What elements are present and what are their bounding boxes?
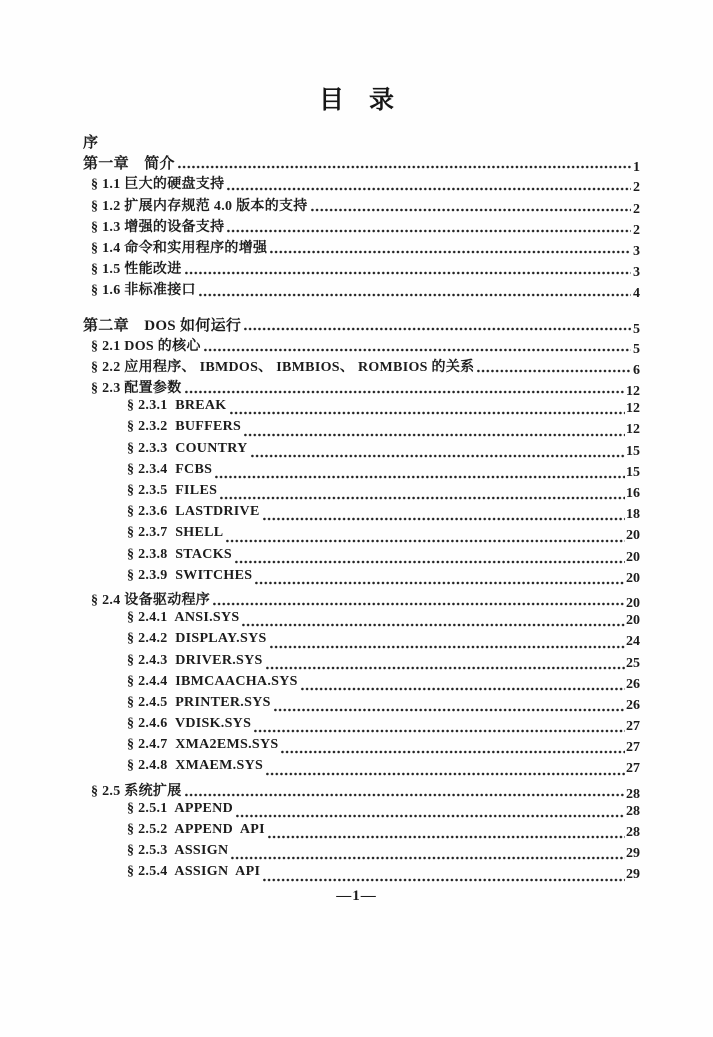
toc-entry-label: § 1.1 巨大的硬盘支持 xyxy=(91,177,225,193)
toc-entry-page: 28 xyxy=(626,786,640,802)
dot-leader xyxy=(227,187,631,191)
toc-entry xyxy=(83,631,640,652)
toc-entry-page: 27 xyxy=(626,761,640,777)
toc-entry xyxy=(83,716,640,737)
dot-leader xyxy=(266,666,625,670)
dot-leader xyxy=(268,835,625,839)
toc-list xyxy=(83,131,640,886)
toc-entry-page: 16 xyxy=(626,486,640,501)
toc-entry xyxy=(83,674,640,695)
toc-entry-page: 3 xyxy=(633,265,640,281)
toc-entry-label: § 2.4.1 ANSI.SYS xyxy=(127,610,240,626)
toc-entry xyxy=(83,152,640,176)
toc-entry-label: 序 xyxy=(83,135,99,151)
toc-entry-label: § 2.3.9 SWITCHES xyxy=(127,567,253,583)
toc-entry-label: 第一章 简介 xyxy=(83,156,175,173)
toc-entry-page: 15 xyxy=(626,443,640,459)
toc-entry xyxy=(83,801,640,822)
toc-entry-page: 27 xyxy=(626,719,640,735)
toc-entry-label: § 2.1 DOS 的核心 xyxy=(91,338,201,354)
toc-entry-page: 2 xyxy=(633,180,640,196)
dot-leader xyxy=(230,411,626,415)
dot-leader xyxy=(311,208,631,212)
dot-leader xyxy=(477,369,631,373)
toc-entry-label: 第二章 DOS 如何运行 xyxy=(83,317,242,334)
toc-entry xyxy=(83,237,640,258)
dot-leader xyxy=(301,687,625,691)
toc-entry xyxy=(83,822,640,843)
toc-entry-page: 20 xyxy=(626,528,640,544)
dot-leader xyxy=(255,581,625,585)
page-number-footer: —1— xyxy=(336,888,377,904)
dot-leader xyxy=(266,772,625,776)
toc-entry xyxy=(83,314,640,335)
toc-entry xyxy=(83,462,640,483)
toc-entry xyxy=(83,335,640,356)
dot-leader xyxy=(281,750,625,754)
toc-entry xyxy=(83,843,640,864)
toc-entry xyxy=(83,695,640,716)
toc-entry-page: 1 xyxy=(633,160,640,176)
dot-leader xyxy=(244,327,631,331)
toc-entry xyxy=(83,279,640,300)
toc-entry-page: 28 xyxy=(626,825,640,840)
toc-entry-label: § 2.4.7 XMA2EMS.SYS xyxy=(127,737,279,753)
toc-entry-label: § 2.3.8 STACKS xyxy=(127,546,232,562)
toc-entry xyxy=(83,356,640,377)
dot-leader xyxy=(204,348,631,352)
toc-entry-page: 2 xyxy=(633,222,640,238)
toc-entry-page: 5 xyxy=(633,341,640,357)
dot-leader xyxy=(199,293,631,297)
toc-entry-label: § 2.4.2 DISPLAY.SYS xyxy=(127,631,267,647)
dot-leader xyxy=(263,517,625,521)
toc-entry-page: 20 xyxy=(626,549,640,565)
dot-leader xyxy=(270,250,631,254)
toc-entry-label: § 2.5.3 ASSIGN xyxy=(127,843,229,859)
toc-entry xyxy=(83,547,640,568)
toc-entry-label: § 1.4 命令和实用程序的增强 xyxy=(91,240,268,256)
dot-leader xyxy=(101,144,631,148)
toc-entry-page: 20 xyxy=(626,570,640,586)
toc-entry-label: § 2.3.4 FCBS xyxy=(127,461,213,477)
toc-entry-label: § 2.3.2 BUFFERS xyxy=(127,419,242,435)
toc-entry-page: 6 xyxy=(633,362,640,378)
toc-entry-label: § 2.3.7 SHELL xyxy=(127,525,224,541)
toc-entry-label: § 2.3.1 BREAK xyxy=(127,398,227,414)
toc-entry xyxy=(83,483,640,504)
toc-entry-page: 26 xyxy=(626,697,640,713)
toc-entry-label: § 2.3.6 LASTDRIVE xyxy=(127,504,260,520)
dot-leader xyxy=(178,165,631,169)
dot-leader xyxy=(185,271,632,275)
toc-entry-page: 12 xyxy=(626,422,640,438)
toc-entry-page: 5 xyxy=(633,321,640,337)
dot-leader xyxy=(263,878,625,882)
dot-leader xyxy=(242,623,625,627)
toc-entry-label: § 2.4.6 VDISK.SYS xyxy=(127,716,252,732)
toc-entry xyxy=(83,419,640,440)
toc-entry-label: § 1.6 非标准接口 xyxy=(91,283,196,299)
toc-entry-page: 15 xyxy=(626,464,640,480)
toc-entry-page: 18 xyxy=(626,507,640,523)
dot-leader xyxy=(220,496,625,500)
toc-entry-label: § 2.4.8 XMAEM.SYS xyxy=(127,758,264,774)
toc-entry xyxy=(83,653,640,674)
dot-leader xyxy=(244,433,625,437)
toc-entry xyxy=(83,441,640,462)
toc-entry-label: § 2.5.4 ASSIGN API xyxy=(127,864,261,880)
dot-leader xyxy=(185,793,626,797)
toc-entry-page: 2 xyxy=(633,201,640,217)
toc-entry-label: § 1.3 增强的设备支持 xyxy=(91,219,225,235)
dot-leader xyxy=(251,454,625,458)
toc-entry-page: 28 xyxy=(626,803,640,819)
toc-entry-label: § 2.4.4 IBMCAACHA.SYS xyxy=(127,673,298,689)
toc-entry xyxy=(83,780,640,801)
toc-entry xyxy=(83,216,640,237)
toc-entry-label: § 2.4.5 PRINTER.SYS xyxy=(127,694,271,710)
toc-entry-page: 20 xyxy=(626,613,640,629)
toc-entry xyxy=(83,610,640,631)
dot-leader xyxy=(185,390,626,394)
toc-entry-label: § 2.3.5 FILES xyxy=(127,483,218,498)
toc-entry-label: § 2.4.3 DRIVER.SYS xyxy=(127,652,263,668)
toc-entry xyxy=(83,258,640,279)
toc-entry-label: § 2.3.3 COUNTRY xyxy=(127,440,248,456)
dot-leader xyxy=(235,560,625,564)
toc-entry xyxy=(83,758,640,779)
toc-entry-page: 29 xyxy=(626,867,640,883)
dot-leader xyxy=(254,729,625,733)
toc-entry xyxy=(83,525,640,546)
toc-entry xyxy=(83,195,640,216)
dot-leader xyxy=(231,856,625,860)
toc-entry-page: 27 xyxy=(626,740,640,756)
toc-entry-label: § 2.4 设备驱动程序 xyxy=(91,592,211,608)
toc-entry-page: 12 xyxy=(626,401,640,417)
toc-entry xyxy=(83,131,640,152)
toc-entry-label: § 2.5 系统扩展 xyxy=(91,783,182,799)
dot-leader xyxy=(270,645,625,649)
toc-entry-page: 12 xyxy=(626,384,640,400)
toc-entry xyxy=(83,568,640,589)
toc-entry xyxy=(83,173,640,194)
toc-entry-label: § 2.2 应用程序、 IBMDOS、 IBMBIOS、 ROMBIOS 的关系 xyxy=(91,359,475,375)
toc-entry-page: 29 xyxy=(626,846,640,862)
toc-entry-label: § 1.2 扩展内存规范 4.0 版本的支持 xyxy=(91,198,308,214)
toc-entry xyxy=(83,737,640,758)
toc-entry-label: § 2.5.2 APPEND API xyxy=(127,822,265,837)
toc-entry xyxy=(83,504,640,525)
toc-entry-page: 3 xyxy=(633,243,640,259)
toc-entry-label: § 2.3 配置参数 xyxy=(91,381,182,397)
toc-entry-page: 25 xyxy=(626,655,640,671)
dot-leader xyxy=(274,708,625,712)
toc-entry-page: 20 xyxy=(626,595,640,611)
toc-entry xyxy=(83,377,640,398)
dot-leader xyxy=(236,814,625,818)
toc-entry-page: 26 xyxy=(626,676,640,692)
dot-leader xyxy=(215,475,625,479)
page-title: 目 录 xyxy=(318,86,394,114)
toc-entry-label: § 2.5.1 APPEND xyxy=(127,800,233,816)
toc-entry xyxy=(83,398,640,419)
dot-leader xyxy=(226,539,625,543)
toc-entry xyxy=(83,589,640,610)
dot-leader xyxy=(213,602,625,606)
toc-entry-page: 4 xyxy=(633,286,640,302)
dot-leader xyxy=(227,229,631,233)
toc-entry-page: 24 xyxy=(626,634,640,650)
toc-entry xyxy=(83,864,640,885)
toc-entry-label: § 1.5 性能改进 xyxy=(91,262,182,278)
